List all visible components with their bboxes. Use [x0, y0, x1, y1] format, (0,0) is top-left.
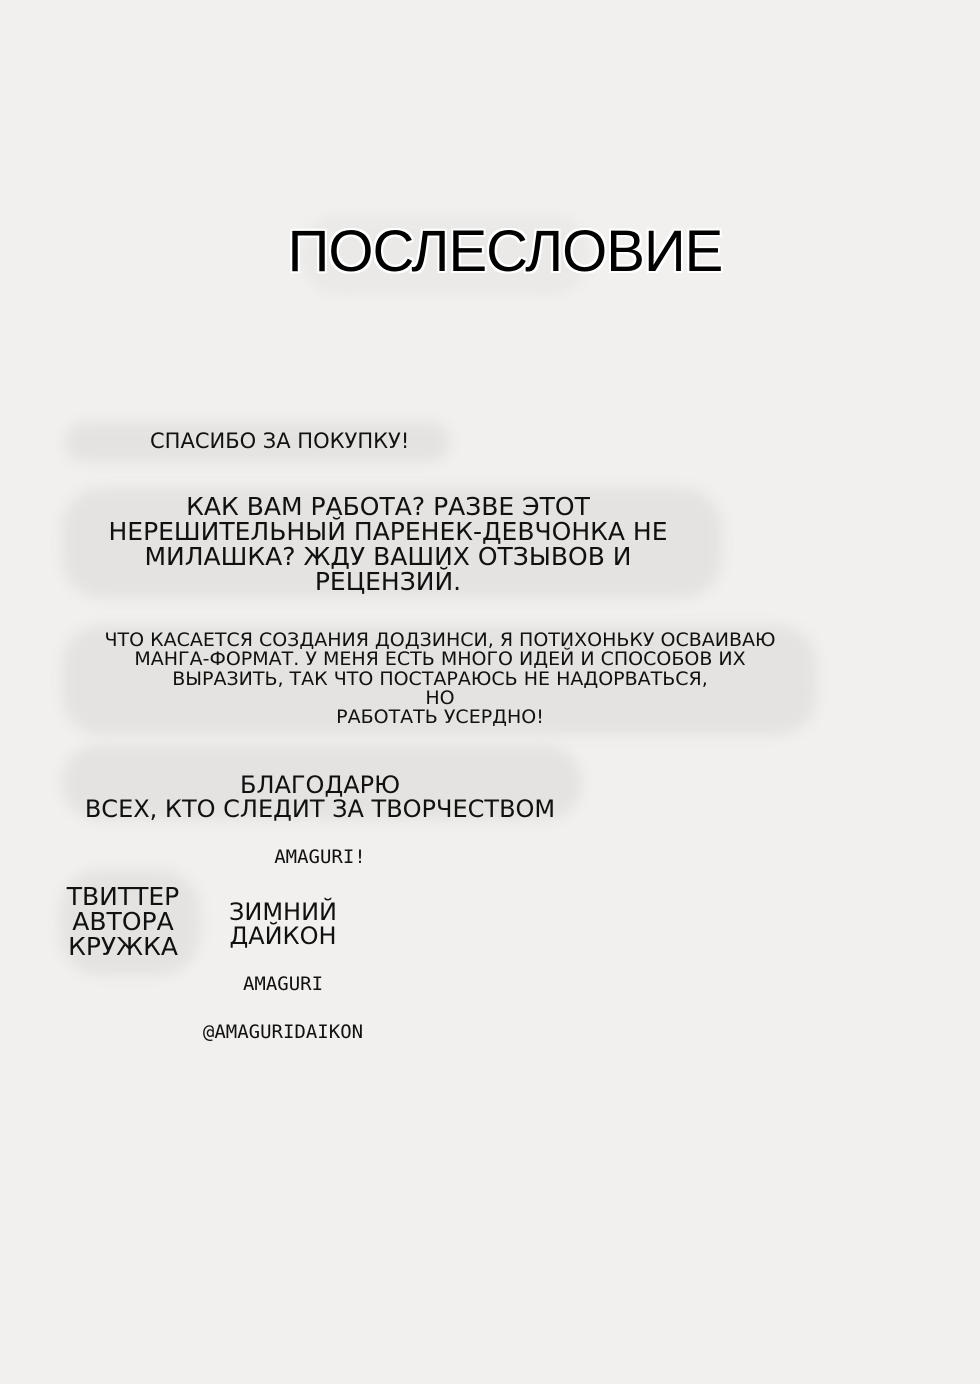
twitter-handle: @AMAGURIDAIKON [202, 1021, 364, 1043]
doujin-text: ЧТО КАСАЕТСЯ СОЗДАНИЯ ДОДЗИНСИ, Я ПОТИХОНЬКУ ОСВАИВАЮ МАНГА-ФОРМАТ. У МЕНЯ ЕСТЬ МНОГО ИДЕЙ И СПОСОБОВ ИХ ВЫРАЗИТЬ, ТАК ЧТО ПОСТАРАЮСЬ НЕ НАДОРВАТЬСЯ, НО РАБОТАТЬ УСЕРДНО! [104, 629, 776, 729]
circle-info [183, 876, 383, 1068]
twitter-label: ТВИТТЕР АВТОРА КРУЖКА [66, 882, 180, 961]
gratitude-main: БЛАГОДАРЮ ВСЕХ, КТО СЛЕДИТ ЗА ТВОРЧЕСТВОМ [84, 771, 556, 823]
circle-latin-name: AMAGURI [242, 973, 324, 995]
question-text: КАК ВАМ РАБОТА? РАЗВЕ ЭТОТ НЕРЕШИТЕЛЬНЫЙ ПАРЕНЕК-ДЕВЧОНКА НЕ МИЛАШКА? ЖДУ ВАШИХ ОТЗЫВОВ И РЕЦЕНЗИЙ. [108, 492, 668, 596]
thanks-text: СПАСИБО ЗА ПОКУПКУ! [150, 429, 410, 453]
circle-name: ЗИМНИЙ ДАЙКОН [229, 898, 337, 950]
page-title: ПОСЛЕСЛОВИЕ [287, 219, 723, 284]
gratitude-name: AMAGURI! [274, 846, 366, 868]
gratitude-text [60, 749, 580, 893]
